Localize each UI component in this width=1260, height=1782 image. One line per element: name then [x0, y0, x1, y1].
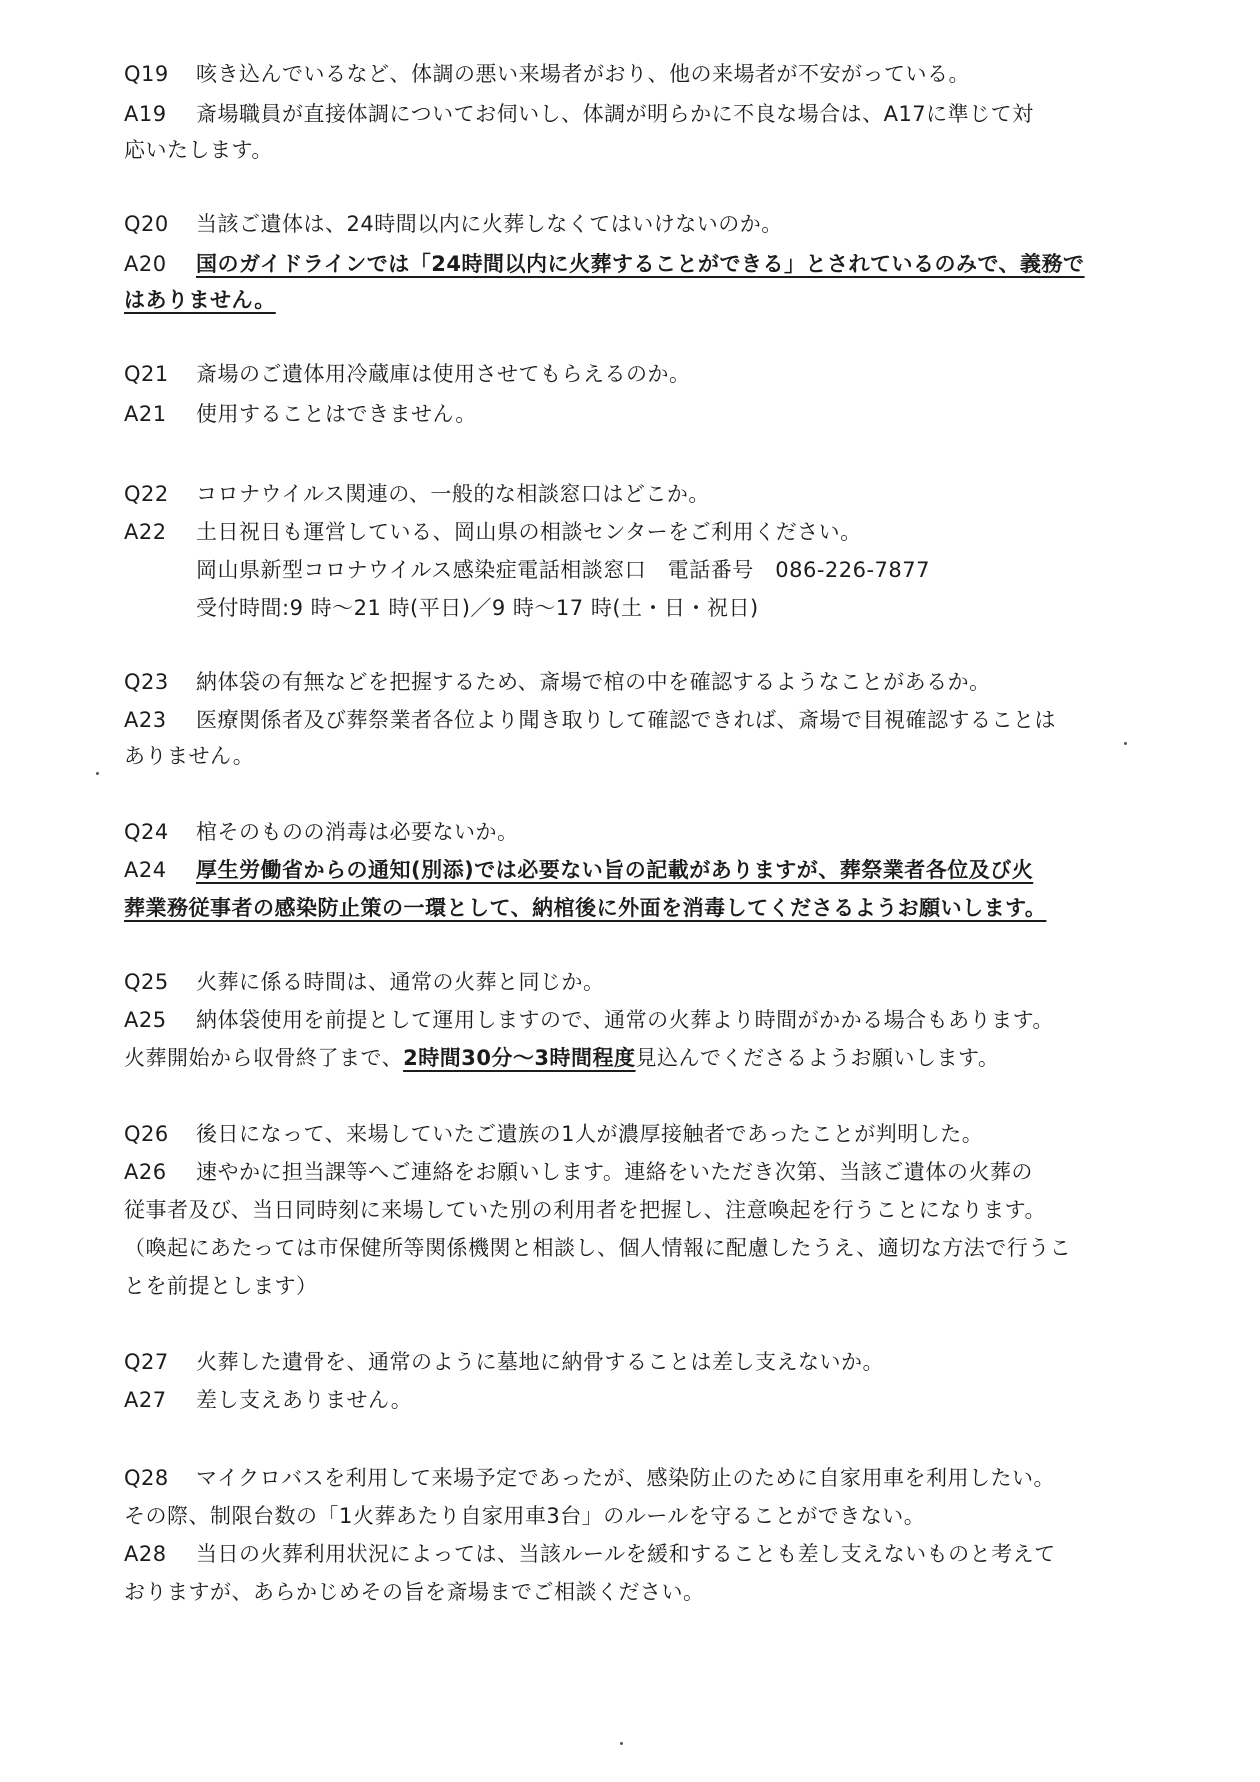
question-text: 棺そのものの消毒は必要ないか。	[196, 820, 519, 844]
answer-text: 火葬開始から収骨終了まで、	[124, 1046, 404, 1070]
question-text: 当該ご遺体は、24時間以内に火葬しなくてはいけないのか。	[196, 212, 783, 236]
consultation-hours-line: 受付時間:9 時～21 時(平日)／9 時～17 時(土・日・祝日)	[196, 596, 759, 620]
consultation-phone-line: 岡山県新型コロナウイルス感染症電話相談窓口 電話番号 086-226-7877	[196, 558, 931, 582]
answer-text-underlined: 厚生労働省からの通知(別添)では必要ない旨の記載がありますが、葬祭業者各位及び火	[196, 858, 1034, 882]
qa-label: A26	[124, 1160, 167, 1184]
answer-a26-continued: とを前提とします）	[124, 1274, 318, 1298]
qa-label: Q24	[124, 820, 169, 844]
answer-text-underlined: 国のガイドラインでは「24時間以内に火葬することができる」とされているのみで、義務で	[196, 252, 1085, 276]
answer-a26-continued: （喚起にあたっては市保健所等関係機関と相談し、個人情報に配慮したうえ、適切な方法で行うこ	[124, 1236, 1072, 1260]
answer-a25	[124, 1002, 1164, 1038]
question-text: 納体袋の有無などを把握するため、斎場で棺の中を確認するようなことがあるか。	[196, 670, 991, 694]
question-q26	[124, 1116, 1164, 1152]
answer-text: 土日祝日も運営している、岡山県の相談センターをご利用ください。	[196, 520, 862, 544]
qa-label: A20	[124, 252, 167, 276]
answer-a24-continued	[124, 890, 1164, 926]
question-q22	[124, 476, 1164, 512]
qa-label: Q28	[124, 1466, 169, 1490]
question-q28	[124, 1460, 1164, 1496]
answer-text: 使用することはできません。	[196, 402, 477, 426]
answer-text-underlined: 葬業務従事者の感染防止策の一環として、納棺後に外面を消毒してくださるようお願いします。	[124, 896, 1047, 920]
duration-estimate-underlined: 2時間30分～3時間程度	[403, 1046, 636, 1070]
question-text: 後日になって、来場していたご遺族の1人が濃厚接触者であったことが判明した。	[196, 1122, 984, 1146]
answer-a20-continued	[124, 282, 1164, 318]
qa-label: A28	[124, 1542, 167, 1566]
answer-a28-continued: おりますが、あらかじめその旨を斎場までご相談ください。	[124, 1580, 705, 1604]
answer-a19	[124, 96, 1164, 132]
qa-label: A22	[124, 520, 167, 544]
question-q21	[124, 356, 1164, 392]
scan-speck	[96, 772, 99, 775]
qa-label: Q21	[124, 362, 169, 386]
question-q23	[124, 664, 1164, 700]
qa-label: Q26	[124, 1122, 169, 1146]
question-q25	[124, 964, 1164, 1000]
question-text: コロナウイルス関連の、一般的な相談窓口はどこか。	[196, 482, 710, 506]
question-text: 火葬に係る時間は、通常の火葬と同じか。	[196, 970, 605, 994]
answer-text: 医療関係者及び葬祭業者各位より聞き取りして確認できれば、斎場で目視確認することは	[196, 708, 1056, 732]
qa-label: Q27	[124, 1350, 169, 1374]
qa-label: Q23	[124, 670, 169, 694]
answer-text: 速やかに担当課等へご連絡をお願いします。連絡をいただき次第、当該ご遺体の火葬の	[196, 1160, 1033, 1184]
answer-a28	[124, 1536, 1164, 1572]
answer-a26-continued: 従事者及び、当日同時刻に来場していた別の利用者を把握し、注意喚起を行うことになります。	[124, 1198, 1046, 1222]
answer-a23-continued: ありません。	[124, 744, 255, 768]
answer-text: 見込んでくださるようお願いします。	[635, 1046, 1000, 1070]
question-text: 火葬した遺骨を、通常のように墓地に納骨することは差し支えないか。	[196, 1350, 884, 1374]
answer-a24	[124, 852, 1164, 888]
scan-speck	[1124, 742, 1127, 745]
answer-a19-continued: 応いたします。	[124, 138, 273, 162]
answer-text: 差し支えありません。	[196, 1388, 413, 1412]
answer-text: 納体袋使用を前提として運用しますので、通常の火葬より時間がかかる場合もあります。	[196, 1008, 1054, 1032]
qa-label: Q19	[124, 62, 169, 86]
qa-label: Q22	[124, 482, 169, 506]
qa-label: Q20	[124, 212, 169, 236]
answer-a23	[124, 702, 1164, 738]
question-q24	[124, 814, 1164, 850]
question-text: マイクロバスを利用して来場予定であったが、感染防止のために自家用車を利用したい。	[196, 1466, 1055, 1490]
answer-a26	[124, 1154, 1164, 1190]
qa-label: A27	[124, 1388, 167, 1412]
answer-text-underlined: はありません。	[124, 288, 276, 312]
qa-label: A24	[124, 858, 167, 882]
answer-text: 当日の火葬利用状況によっては、当該ルールを緩和することも差し支えないものと考えて	[196, 1542, 1056, 1566]
question-text: 斎場のご遺体用冷蔵庫は使用させてもらえるのか。	[196, 362, 691, 386]
answer-a20	[124, 246, 1164, 282]
qa-label: A21	[124, 402, 167, 426]
qa-label: A23	[124, 708, 167, 732]
answer-a25-continued	[124, 1040, 1164, 1076]
question-q20	[124, 206, 1164, 242]
question-q28-continued: その際、制限台数の「1火葬あたり自家用車3台」のルールを守ることができない。	[124, 1504, 926, 1528]
answer-a21	[124, 396, 1164, 432]
answer-a27	[124, 1382, 1164, 1418]
answer-text: 斎場職員が直接体調についてお伺いし、体調が明らかに不良な場合は、A17に準じて対	[196, 102, 1034, 126]
question-q19	[124, 56, 1164, 92]
question-q27	[124, 1344, 1164, 1380]
question-text: 咳き込んでいるなど、体調の悪い来場者がおり、他の来場者が不安がっている。	[196, 62, 970, 86]
qa-label: A25	[124, 1008, 167, 1032]
qa-label: A19	[124, 102, 167, 126]
scan-speck	[620, 1742, 623, 1745]
answer-a22	[124, 514, 1164, 550]
qa-label: Q25	[124, 970, 169, 994]
